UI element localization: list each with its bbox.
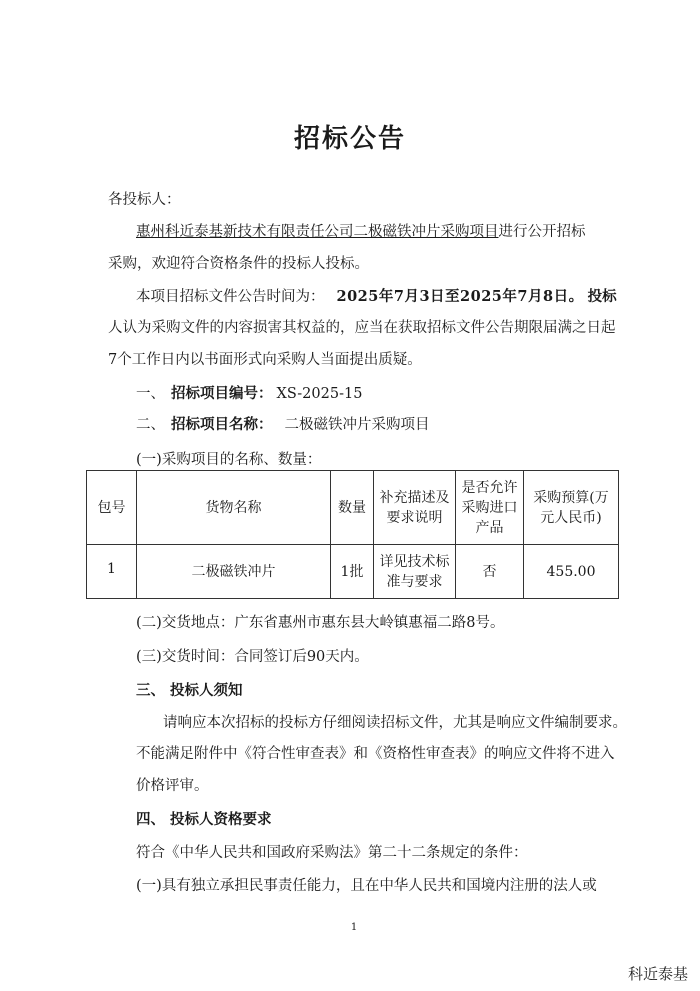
notice-bold-tail: 投标 [587,289,617,305]
section-1-label: 招标项目编号： [171,386,273,402]
section-2-label: 招标项目名称： [171,417,273,433]
notice-line-1 [136,287,617,307]
header-qty: 数量 [331,471,374,545]
header-desc: 补充描述及要求说明 [374,471,456,545]
greeting: 各投标人： [108,192,181,208]
notice-dates: 2025年7月3日至2025年7月8日。 [336,288,584,305]
notice3-line-2: 不能满足附件中《符合性审查表》和《资格性审查表》的响应文件将不进入 [136,746,615,762]
notice-prefix: 本项目招标文件公告时间为： [136,289,325,305]
cell-desc: 详见技术标准与要求 [374,545,456,599]
sub-heading-2: (二)交货地点：广东省惠州市惠东县大岭镇惠福二路8号。 [136,615,505,631]
cell-budget: 455.00 [524,545,619,599]
section-3-title: 三、 投标人须知 [136,683,243,699]
sub-heading-3: (三)交货时间：合同签订后90天内。 [136,649,369,665]
notice3-line-1: 请响应本次招标的投标方仔细阅读招标文件，尤其是响应文件编制要求。 [163,715,627,731]
section-1 [136,384,362,404]
cell-no: 1 [87,545,137,599]
page-title: 招标公告 [293,124,406,154]
cell-name: 二极磁铁冲片 [137,545,331,599]
intro-line-2: 采购，欢迎符合资格条件的投标人投标。 [108,256,369,272]
items-table [86,470,619,599]
header-budget: 采购预算(万元人民币) [524,471,619,545]
notice3-line-3: 价格评审。 [136,778,209,794]
section-1-num: 一、 [136,386,165,402]
table-header-row [87,471,619,545]
section-4-title: 四、 投标人资格要求 [136,812,272,828]
section-2 [136,415,430,435]
section-1-value: XS-2025-15 [276,386,363,402]
header-no: 包号 [87,471,137,545]
table-row [87,545,619,599]
cell-import: 否 [456,545,524,599]
page-number: 1 [350,922,358,933]
section-2-value: 二极磁铁冲片采购项目 [284,417,430,433]
qualification-line-1: 符合《中华人民共和国政府采购法》第二十二条规定的条件： [136,845,528,861]
watermark-text: 科近泰基 [627,965,688,983]
header-name: 货物名称 [137,471,331,545]
intro-line-1-suffix: 进行公开招标 [498,224,586,240]
sub-heading-1: (一)采购项目的名称、数量： [136,452,322,468]
intro-line-1 [136,222,586,242]
section-2-num: 二、 [136,417,165,433]
notice-line-3: 7个工作日内以书面形式向采购人当面提出质疑。 [108,352,422,368]
header-import: 是否允许采购进口产品 [456,471,524,545]
cell-qty: 1批 [331,545,374,599]
notice-line-2: 人认为采购文件的内容损害其权益的，应当在获取招标文件公告期限届满之日起 [108,320,616,336]
qualification-line-2: (一)具有独立承担民事责任能力，且在中华人民共和国境内注册的法人或 [136,878,597,894]
project-name-link[interactable]: 惠州科近泰基新技术有限责任公司二极磁铁冲片采购项目 [136,224,499,240]
